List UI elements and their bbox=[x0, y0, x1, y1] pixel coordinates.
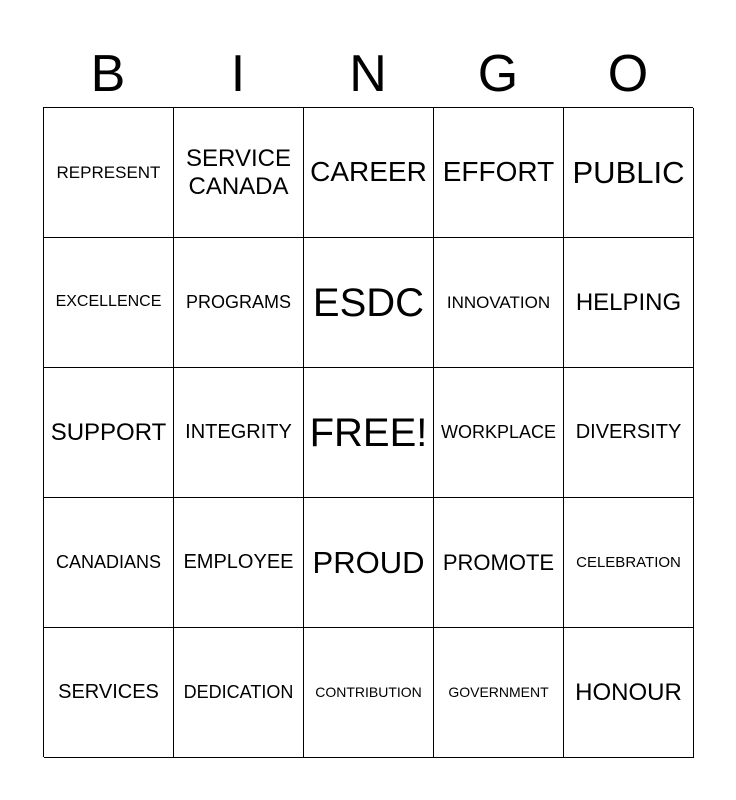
header-letter-g: G bbox=[477, 45, 519, 103]
bingo-cell[interactable]: CAREER bbox=[304, 108, 434, 238]
header-letter-i: I bbox=[230, 45, 246, 103]
bingo-header bbox=[43, 40, 693, 108]
bingo-cell[interactable]: INTEGRITY bbox=[174, 368, 304, 498]
bingo-cell[interactable]: SUPPORT bbox=[44, 368, 174, 498]
bingo-cell[interactable]: SERVICE CANADA bbox=[174, 108, 304, 238]
bingo-cell[interactable]: ESDC bbox=[304, 238, 434, 368]
bingo-cell[interactable]: SERVICES bbox=[44, 628, 174, 758]
bingo-cell[interactable]: EMPLOYEE bbox=[174, 498, 304, 628]
bingo-cell[interactable]: HELPING bbox=[564, 238, 694, 368]
header-letter-o: O bbox=[607, 45, 649, 103]
bingo-cell[interactable]: PUBLIC bbox=[564, 108, 694, 238]
header-letter-n: N bbox=[349, 45, 387, 103]
bingo-cell[interactable]: EFFORT bbox=[434, 108, 564, 238]
bingo-cell[interactable]: WORKPLACE bbox=[434, 368, 564, 498]
bingo-cell[interactable]: CANADIANS bbox=[44, 498, 174, 628]
bingo-cell[interactable]: HONOUR bbox=[564, 628, 694, 758]
bingo-cell[interactable]: INNOVATION bbox=[434, 238, 564, 368]
bingo-cell[interactable]: DEDICATION bbox=[174, 628, 304, 758]
header-letter-b: B bbox=[90, 45, 126, 103]
bingo-cell[interactable]: CELEBRATION bbox=[564, 498, 694, 628]
bingo-card bbox=[43, 107, 693, 757]
bingo-cell[interactable]: REPRESENT bbox=[44, 108, 174, 238]
bingo-cell[interactable]: DIVERSITY bbox=[564, 368, 694, 498]
free-space-cell[interactable]: FREE! bbox=[304, 368, 434, 498]
bingo-cell[interactable]: PROMOTE bbox=[434, 498, 564, 628]
bingo-cell[interactable]: CONTRIBUTION bbox=[304, 628, 434, 758]
bingo-cell[interactable]: EXCELLENCE bbox=[44, 238, 174, 368]
bingo-cell[interactable]: PROUD bbox=[304, 498, 434, 628]
bingo-cell[interactable]: PROGRAMS bbox=[174, 238, 304, 368]
bingo-cell[interactable]: GOVERNMENT bbox=[434, 628, 564, 758]
